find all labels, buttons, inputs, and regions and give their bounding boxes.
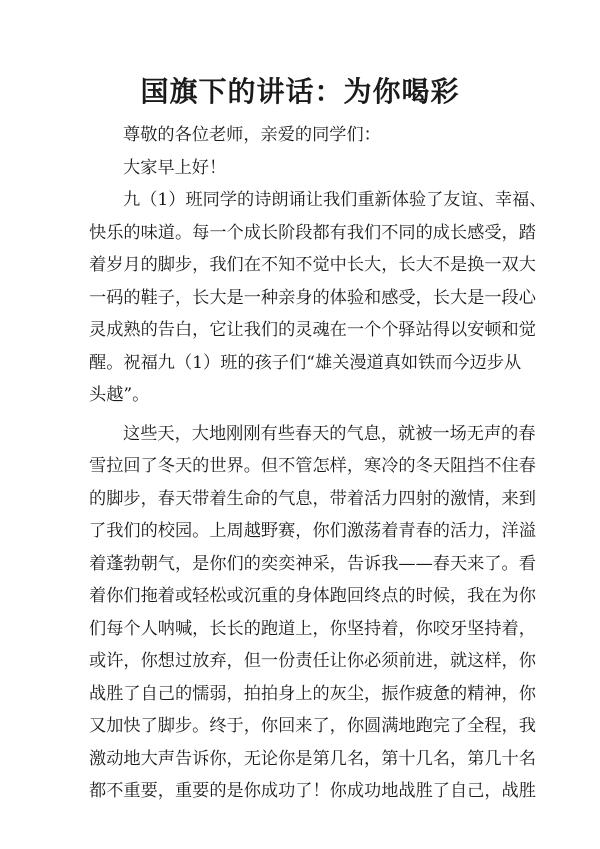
text-line: 着岁月的脚步，我们在不知不觉中长大，长大不是换一双大 — [89, 255, 536, 275]
text-line: 或许，你想过放弃，但一份责任让你必须前进，就这样，你 — [89, 651, 536, 671]
text-line: 九（1）班同学的诗朗诵让我们重新体验了友谊、幸福、 — [123, 190, 547, 210]
text-line: 的脚步，春天带着生命的气息，带着活力四射的激情，来到 — [89, 488, 536, 509]
text-line: 又加快了脚步。终于，你回来了，你圆满地跑完了全程，我 — [89, 716, 536, 736]
text-line: 战胜了自己的懦弱，拍拍身上的灰尘，振作疲惫的精神，你 — [89, 683, 536, 704]
text-line: 这些天，大地刚刚有些春天的气息，就被一场无声的春 — [123, 423, 536, 444]
text-line: 激动地大声告诉你，无论你是第几名，第十几名，第几十名 — [89, 748, 536, 769]
text-line: 快乐的味道。每一个成长阶段都有我们不同的成长感受，踏 — [89, 222, 536, 243]
text-line: 一码的鞋子，长大是一种亲身的体验和感受，长大是一段心 — [89, 287, 536, 308]
text-line: 头越”。 — [89, 385, 150, 405]
text-line: 着你们拖着或轻松或沉重的身体跑回终点的时候，我在为你 — [89, 586, 536, 606]
text-line: 都不重要，重要的是你成功了！你成功地战胜了自己，战胜 — [89, 781, 536, 801]
text-line: 灵成熟的告白，它让我们的灵魂在一个个驿站得以安顿和觉 — [89, 320, 536, 340]
page-title: 国旗下的讲话：为你喝彩 — [140, 75, 460, 108]
text-line: 醒。祝福九（1）班的孩子们“雄关漫道真如铁而今迈步从 — [89, 352, 522, 373]
text-line: 们每个人呐喊，长长的跑道上，你坚持着，你咬牙坚持着， — [89, 618, 536, 639]
text-line: 了我们的校园。上周越野赛，你们激荡着青春的活力，洋溢 — [89, 521, 536, 541]
text-line: 大家早上好！ — [123, 157, 227, 178]
text-line: 雪拉回了冬天的世界。但不管怎样，寒冷的冬天阻挡不住春 — [89, 456, 536, 476]
speech-body — [89, 119, 547, 808]
text-line: 尊敬的各位老师，亲爱的同学们： — [123, 125, 381, 145]
text-line: 着蓬勃朝气，是你们的奕奕神采，告诉我——春天来了。看 — [89, 553, 536, 574]
